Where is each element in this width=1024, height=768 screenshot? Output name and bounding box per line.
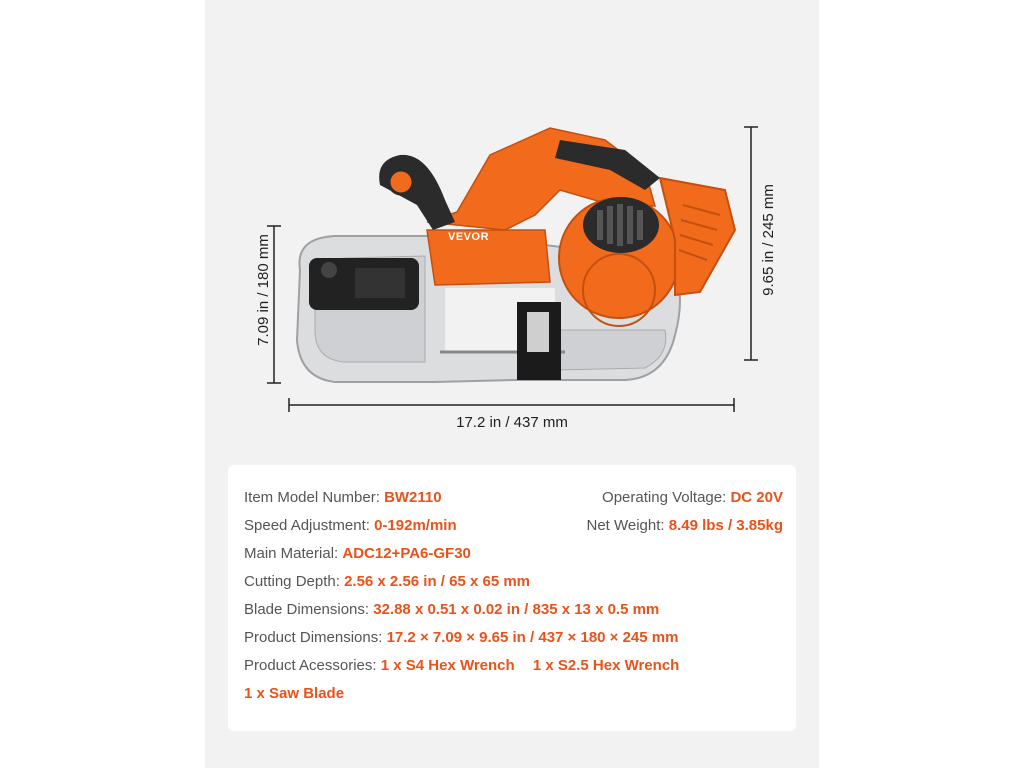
spec-label: Net Weight: (586, 517, 665, 534)
accessory-item: 1 x S2.5 Hex Wrench (532, 657, 680, 674)
product-card (205, 0, 819, 768)
accessory-item: 1 x S4 Hex Wrench (380, 657, 515, 674)
spec-label: Item Model Number: (244, 489, 380, 506)
spec-label: Speed Adjustment: (244, 517, 370, 534)
spec-value: DC 20V (730, 489, 783, 506)
product-image-area (205, 0, 819, 460)
spec-material (244, 545, 471, 562)
spec-label: Cutting Depth: (244, 573, 340, 590)
spec-speed (244, 517, 457, 534)
spec-label: Product Dimensions: (244, 629, 383, 646)
spec-accessories-continued (244, 685, 344, 702)
accessory-item: 1 x Saw Blade (244, 685, 345, 702)
spec-value: 0-192m/min (374, 517, 457, 534)
spec-label: Product Acessories: (244, 657, 377, 674)
spec-label: Operating Voltage: (602, 489, 727, 506)
right-height-dimension-label: 9.65 in / 245 mm (760, 184, 777, 296)
spec-blade-dimensions (244, 601, 659, 618)
spec-value: 32.88 x 0.51 x 0.02 in / 835 x 13 x 0.5 mm (373, 601, 660, 618)
spec-value: 2.56 x 2.56 in / 65 x 65 mm (344, 573, 531, 590)
spec-voltage (602, 489, 783, 506)
band-saw-illustration (205, 0, 819, 460)
spec-value: 17.2 × 7.09 × 9.65 in / 437 × 180 × 245 mm (386, 629, 679, 646)
brand-logo: VEVOR (448, 231, 490, 243)
spec-label: Blade Dimensions: (244, 601, 370, 618)
spec-model (244, 489, 442, 506)
specifications-panel (228, 465, 796, 731)
spec-accessories (244, 657, 679, 674)
spec-value: BW2110 (384, 489, 442, 506)
spec-label: Main Material: (244, 545, 339, 562)
spec-value: 8.49 lbs / 3.85kg (668, 517, 783, 534)
spec-value: ADC12+PA6-GF30 (342, 545, 471, 562)
left-height-dimension-label: 7.09 in / 180 mm (255, 234, 272, 346)
spec-product-dimensions (244, 629, 678, 646)
spec-weight (586, 517, 783, 534)
width-dimension-label: 17.2 in / 437 mm (456, 414, 568, 431)
spec-cutting-depth (244, 573, 530, 590)
